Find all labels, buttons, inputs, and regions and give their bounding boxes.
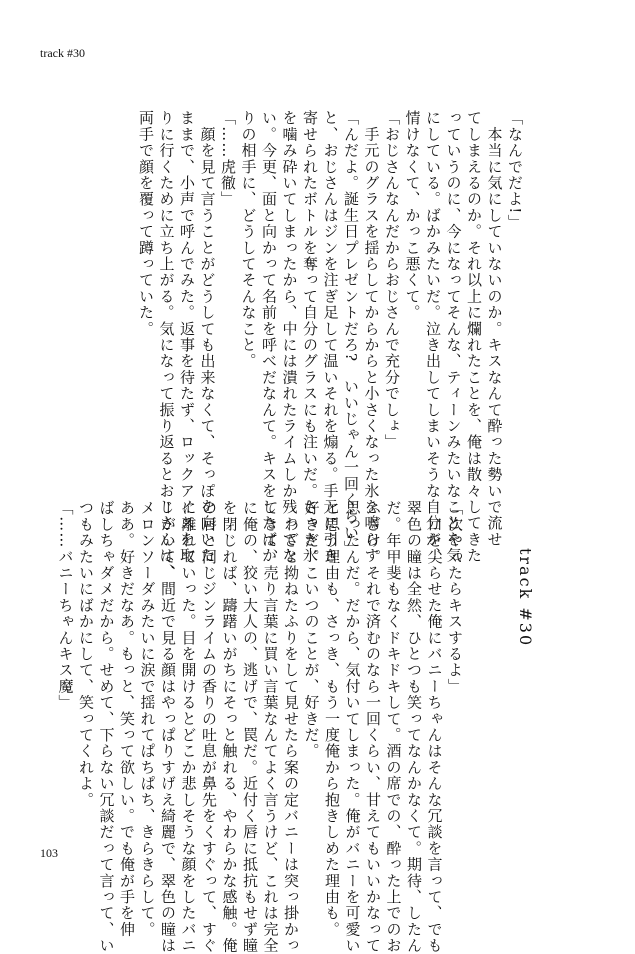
text-line: りに行くために立ち上がる。気になって振り返るとおじさんは、 [157,110,176,580]
text-line: っていうのに、今になってそんな、ティーンみたいなことを気 [444,110,463,564]
text-line: 顔を見て言うことがどうしても出来なくて、そっぽを向いた [198,110,217,564]
text-line: 両手で顔を覆って蹲っていた。 [137,110,155,337]
text-line: 翠色の瞳は全然、ひとつも笑ってなんかなくて。期待、したん [405,500,423,954]
text-line: ばしちゃダメだから。せめて、下らない冗談だって言って、い [97,500,116,954]
text-line: りの相手に、どうしてそんなこと。 [239,110,258,370]
text-line: メロンソーダみたいに涙で揺れてぱちぱち、きらきらして。 [138,500,157,938]
text-line: 好きだ。こいつのことが、好きだ。 [302,500,321,760]
upper-text-block [136,110,526,580]
text-line: 本当に気にしていないのか。キスなんて酔った勢いで流せ [485,110,504,548]
text-line: 手元のグラスを揺らしてからからと小さくなった氷を鳴らす [362,110,381,564]
text-line: ああ。好きだなあ。もっと、笑って欲しい。でも俺が手を伸 [118,500,136,938]
text-line: を噛み砕いてしまったから、中には潰れたライムしか残ってな [280,110,299,564]
text-line: 口を尖らせた俺にバニーちゃんはそんな冗談を言って、でも [425,500,444,954]
text-line: に俺の、狡い大人の、逃げで、罠だ。近付く唇に抵抗もせず瞳 [241,500,259,954]
text-line: 「んだよ。誕生日プレゼントだろ? いいじゃん一回くらい」 [342,110,360,557]
text-line: 「……バニーちゃんキス魔」 [56,500,75,711]
running-head: track #30 [40,46,85,60]
text-line: と、おじさんはジンを注ぎ足して温いそれを煽る。手元に引き [321,110,340,564]
text-line: を閉じれば、躊躇いがちにそっと触れる、やわらかな感触。俺 [220,500,239,954]
text-line: 「……虎徹」 [219,110,237,208]
text-line: 「おじさんなんだからおじさんで充分でしょ」 [383,110,401,451]
text-line: わざと拗ねたふりをして見せたら案の定バニーは突っ掛かっ [282,500,300,954]
text-line: つもみたいにばかにして、笑ってくれよ。 [77,500,95,808]
text-line: ーがいて、間近で見る顔はやっぱりすげえ綺麗で、翠色の瞳は [159,500,177,954]
text-line: だ。年甲斐もなくドキドキして。酒の席での、酔った上でのお [384,500,403,954]
text-line: ふざけ。それで済むのなら一回くらい、甘えてもいいかなって [364,500,382,954]
text-line: の唇と同じジンライムの香りの吐息が鼻先をくすぐって、すぐ [200,500,218,954]
section-heading: track #30 [516,548,535,648]
text-line: い。今更、面と向かって名前を呼べだなんて。キスをしたばか [260,110,278,564]
page-number: 103 [40,846,58,860]
text-line: てきて、売り言葉に買い言葉なんてよく言うけど、これは完全 [261,500,280,954]
text-line: と思う理由も、さっき、もう一度俺から抱きしめた理由も。 [323,500,341,938]
text-line: 寄せられたボトルを奪って自分のグラスにも注いだ。さっき氷 [301,110,319,564]
text-line: ままで、小声で呼んでみた。返事を待たず、ロックアイスを取 [178,110,196,564]
lower-text-block [55,500,465,954]
text-line: に離れていった。目を開けるとどこか悲しそうな顔をしたバニ [179,500,198,954]
text-line: にしている。ばかみたいだ。泣き出してしまいそうな自分が、 [424,110,442,564]
text-line: 思ったんだ。だから、気付いてしまった。俺がバニーを可愛い [343,500,362,954]
text-line: てしまえるのか。それ以上に爛れたことを、俺は散々してきた [465,110,483,564]
text-line: 「なんでだよ!」 [506,110,524,231]
text-line: 「次やったらキスするよ」 [446,500,464,695]
text-line: 情けなくて、かっこ悪くて。 [403,110,422,321]
